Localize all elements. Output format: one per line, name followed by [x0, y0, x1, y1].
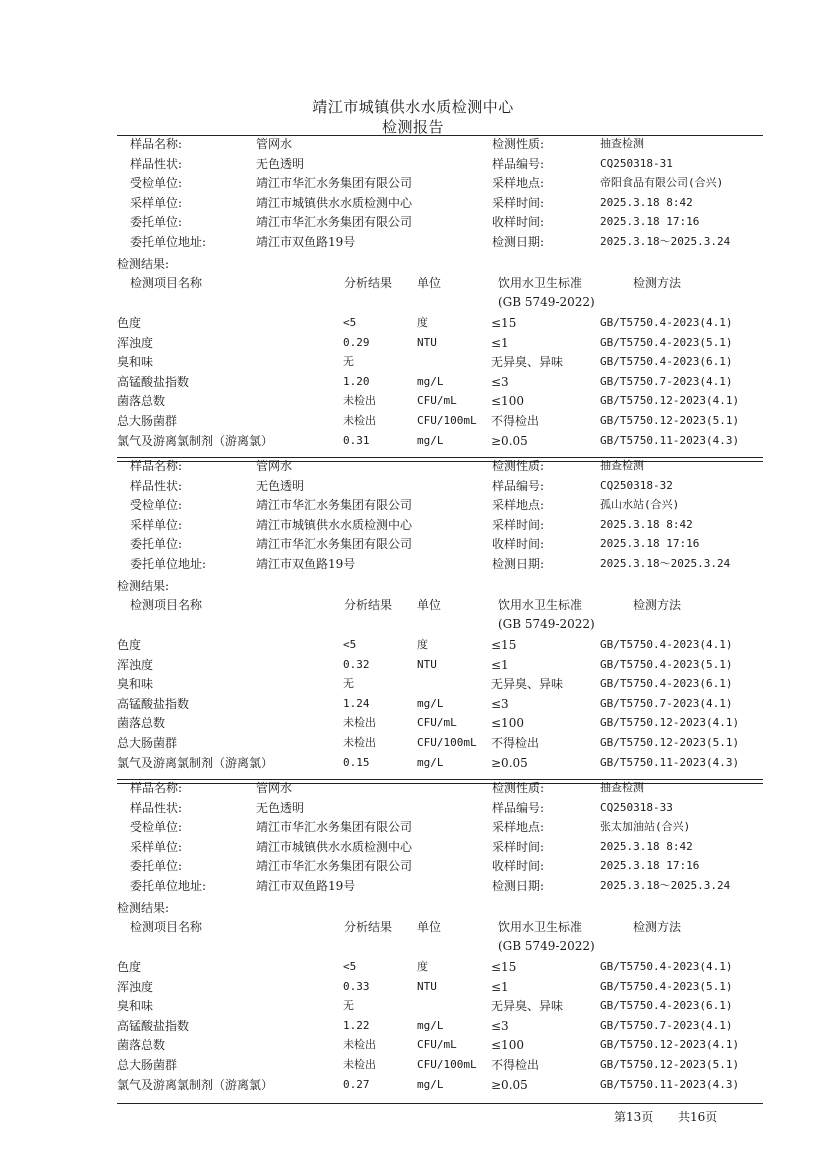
col-header-standard-sub: (GB 5749-2022): [498, 939, 595, 953]
col-header-method: 检测方法: [633, 920, 682, 934]
value-sampling-unit: 靖江市城镇供水水质检测中心: [256, 839, 413, 854]
results-heading: 检测结果:: [117, 579, 170, 593]
result-method: GB/T5750.4-2023(6.1): [600, 677, 733, 691]
result-value: 未检出: [343, 1058, 376, 1071]
result-method: GB/T5750.4-2023(5.1): [600, 657, 733, 671]
col-header-item: 检测项目名称: [130, 920, 203, 934]
result-item-name: 氯气及游离氯制剂（游离氯）: [117, 1077, 274, 1092]
result-standard: 不得检出: [491, 414, 540, 428]
label-receive-time: 收样时间:: [492, 859, 545, 874]
result-unit: CFU/mL: [417, 1038, 457, 1052]
result-value: 未检出: [343, 1038, 376, 1052]
label-test-date: 检测日期:: [492, 879, 545, 893]
result-standard: 无异臭、异味: [491, 999, 564, 1014]
result-unit: mg/L: [417, 374, 444, 388]
result-unit: mg/L: [417, 755, 444, 769]
result-standard: ≥0.05: [491, 755, 528, 770]
result-method: GB/T5750.4-2023(4.1): [600, 960, 733, 973]
result-item-name: 菌落总数: [117, 1038, 166, 1053]
value-client-unit: 靖江市华汇水务集团有限公司: [256, 215, 413, 230]
value-receive-time: 2025.3.18 17:16: [600, 537, 700, 551]
result-item-name: 浑浊度: [117, 979, 154, 994]
result-standard: 不得检出: [491, 1058, 540, 1072]
result-item-name: 色度: [117, 316, 142, 330]
value-client-address: 靖江市双鱼路19号: [256, 879, 356, 893]
result-unit: NTU: [417, 657, 437, 671]
result-unit: mg/L: [417, 1018, 444, 1032]
value-test-date: 2025.3.18～2025.3.24: [600, 879, 731, 892]
result-item-name: 总大肠菌群: [117, 414, 178, 428]
label-sampling-site: 采样地点:: [492, 820, 545, 835]
value-name: 管网水: [256, 781, 293, 795]
result-standard: ≥0.05: [491, 1077, 528, 1092]
label-client-unit: 委托单位:: [130, 215, 183, 230]
result-item-name: 高锰酸盐指数: [117, 374, 190, 389]
result-value: 0.27: [343, 1077, 370, 1091]
label-sample-state: 样品性状:: [130, 478, 183, 493]
value-sampling-time: 2025.3.18 8:42: [600, 195, 693, 209]
value-client-unit: 靖江市华汇水务集团有限公司: [256, 859, 413, 874]
result-unit: CFU/100mL: [417, 414, 477, 427]
result-unit: CFU/mL: [417, 394, 457, 408]
col-header-method: 检测方法: [633, 276, 682, 290]
result-method: GB/T5750.4-2023(5.1): [600, 335, 733, 349]
result-unit: mg/L: [417, 1077, 444, 1091]
label-sampling-time: 采样时间:: [492, 517, 545, 532]
col-header-standard: 饮用水卫生标准: [498, 920, 583, 934]
section-divider: [117, 779, 763, 784]
value-sampling-unit: 靖江市城镇供水水质检测中心: [256, 195, 413, 210]
result-item-name: 臭和味: [117, 355, 154, 370]
value-sampling-unit: 靖江市城镇供水水质检测中心: [256, 517, 413, 532]
col-header-unit: 单位: [417, 598, 442, 612]
result-method: GB/T5750.7-2023(4.1): [600, 696, 733, 710]
result-unit: NTU: [417, 335, 437, 349]
result-value: <5: [343, 316, 357, 329]
value-state: 无色透明: [256, 800, 305, 815]
col-header-result: 分析结果: [344, 276, 393, 290]
label-sampling-unit: 采样单位:: [130, 839, 183, 854]
result-item-name: 浑浊度: [117, 657, 154, 672]
result-unit: mg/L: [417, 433, 444, 447]
label-sample-name: 样品名称:: [130, 137, 183, 151]
label-receive-time: 收样时间:: [492, 537, 545, 552]
result-unit: CFU/100mL: [417, 736, 477, 749]
result-standard: ≤100: [491, 716, 524, 731]
result-value: 1.24: [343, 696, 370, 710]
result-value: 0.29: [343, 335, 370, 349]
value-receive-time: 2025.3.18 17:16: [600, 215, 700, 229]
value-state: 无色透明: [256, 156, 305, 171]
col-header-standard-sub: (GB 5749-2022): [498, 295, 595, 309]
label-sampling-site: 采样地点:: [492, 176, 545, 191]
label-test-nature: 检测性质:: [492, 137, 545, 151]
result-item-name: 浑浊度: [117, 335, 154, 350]
result-item-name: 臭和味: [117, 999, 154, 1014]
result-standard: ≤3: [491, 696, 509, 711]
result-method: GB/T5750.4-2023(6.1): [600, 999, 733, 1013]
result-method: GB/T5750.7-2023(4.1): [600, 374, 733, 388]
col-header-result: 分析结果: [344, 598, 393, 612]
report-org-title: 靖江市城镇供水水质检测中心: [312, 98, 514, 116]
result-item-name: 高锰酸盐指数: [117, 1018, 190, 1033]
result-unit: 度: [417, 960, 428, 973]
label-sampling-unit: 采样单位:: [130, 195, 183, 210]
result-unit: mg/L: [417, 696, 444, 710]
result-item-name: 菌落总数: [117, 394, 166, 409]
result-value: 未检出: [343, 414, 376, 427]
result-standard: ≤1: [491, 335, 509, 350]
value-inspected-unit: 靖江市华汇水务集团有限公司: [256, 176, 413, 191]
result-item-name: 氯气及游离氯制剂（游离氯）: [117, 433, 274, 448]
result-value: 0.32: [343, 657, 370, 671]
label-sampling-unit: 采样单位:: [130, 517, 183, 532]
result-value: 0.31: [343, 433, 370, 447]
col-header-unit: 单位: [417, 276, 442, 290]
result-method: GB/T5750.12-2023(4.1): [600, 716, 740, 730]
result-unit: 度: [417, 638, 428, 651]
value-sample-no: CQ250318-32: [600, 478, 673, 492]
result-unit: 度: [417, 316, 428, 329]
result-value: <5: [343, 638, 357, 651]
result-value: 1.20: [343, 374, 370, 388]
result-value: 未检出: [343, 716, 376, 730]
result-method: GB/T5750.4-2023(5.1): [600, 979, 733, 993]
results-heading: 检测结果:: [117, 901, 170, 915]
result-unit: NTU: [417, 979, 437, 993]
value-name: 管网水: [256, 137, 293, 151]
value-test-nature: 抽查检测: [600, 459, 644, 472]
label-inspected-unit: 受检单位:: [130, 820, 183, 835]
result-method: GB/T5750.11-2023(4.3): [600, 1077, 740, 1091]
label-test-date: 检测日期:: [492, 557, 545, 571]
result-standard: ≤1: [491, 657, 509, 672]
result-item-name: 色度: [117, 960, 142, 974]
label-sample-no: 样品编号:: [492, 156, 545, 171]
col-header-standard: 饮用水卫生标准: [498, 276, 583, 290]
result-method: GB/T5750.12-2023(4.1): [600, 1038, 740, 1052]
result-standard: ≤15: [491, 638, 517, 652]
result-method: GB/T5750.11-2023(4.3): [600, 755, 740, 769]
result-value: 0.15: [343, 755, 370, 769]
value-sampling-time: 2025.3.18 8:42: [600, 839, 693, 853]
section-divider: [117, 457, 763, 462]
label-test-date: 检测日期:: [492, 235, 545, 249]
result-standard: 无异臭、异味: [491, 355, 564, 370]
page-total: 共16页: [678, 1110, 718, 1124]
result-method: GB/T5750.12-2023(5.1): [600, 414, 740, 427]
result-item-name: 菌落总数: [117, 716, 166, 731]
label-test-nature: 检测性质:: [492, 459, 545, 473]
result-method: GB/T5750.12-2023(5.1): [600, 1058, 740, 1071]
value-receive-time: 2025.3.18 17:16: [600, 859, 700, 873]
label-client-address: 委托单位地址:: [130, 235, 207, 249]
result-method: GB/T5750.11-2023(4.3): [600, 433, 740, 447]
label-client-address: 委托单位地址:: [130, 879, 207, 893]
result-standard: ≤3: [491, 1018, 509, 1033]
value-sample-no: CQ250318-33: [600, 800, 673, 814]
label-client-unit: 委托单位:: [130, 537, 183, 552]
value-sampling-time: 2025.3.18 8:42: [600, 517, 693, 531]
col-header-standard: 饮用水卫生标准: [498, 598, 583, 612]
label-sample-no: 样品编号:: [492, 478, 545, 493]
label-sampling-time: 采样时间:: [492, 195, 545, 210]
section-divider: [117, 135, 763, 136]
label-receive-time: 收样时间:: [492, 215, 545, 230]
results-heading: 检测结果:: [117, 257, 170, 271]
result-standard: ≤100: [491, 1038, 524, 1053]
col-header-method: 检测方法: [633, 598, 682, 612]
label-sampling-time: 采样时间:: [492, 839, 545, 854]
col-header-item: 检测项目名称: [130, 276, 203, 290]
label-client-address: 委托单位地址:: [130, 557, 207, 571]
result-value: 未检出: [343, 394, 376, 408]
value-test-date: 2025.3.18～2025.3.24: [600, 235, 731, 248]
result-value: 无: [343, 677, 354, 691]
result-item-name: 高锰酸盐指数: [117, 696, 190, 711]
result-value: 未检出: [343, 736, 376, 749]
result-standard: ≤100: [491, 394, 524, 409]
value-sampling-site: 孤山水站(合兴): [600, 498, 680, 512]
label-test-nature: 检测性质:: [492, 781, 545, 795]
result-method: GB/T5750.12-2023(4.1): [600, 394, 740, 408]
bottom-rule: [117, 1103, 763, 1104]
value-sample-no: CQ250318-31: [600, 156, 673, 170]
result-item-name: 氯气及游离氯制剂（游离氯）: [117, 755, 274, 770]
value-test-nature: 抽查检测: [600, 137, 644, 150]
value-inspected-unit: 靖江市华汇水务集团有限公司: [256, 820, 413, 835]
label-sample-name: 样品名称:: [130, 459, 183, 473]
value-inspected-unit: 靖江市华汇水务集团有限公司: [256, 498, 413, 513]
result-value: 无: [343, 355, 354, 369]
result-standard: ≤15: [491, 960, 517, 974]
label-inspected-unit: 受检单位:: [130, 176, 183, 191]
result-standard: ≤15: [491, 316, 517, 330]
result-standard: ≤1: [491, 979, 509, 994]
label-sample-state: 样品性状:: [130, 800, 183, 815]
value-client-address: 靖江市双鱼路19号: [256, 235, 356, 249]
label-sample-no: 样品编号:: [492, 800, 545, 815]
label-client-unit: 委托单位:: [130, 859, 183, 874]
label-sample-state: 样品性状:: [130, 156, 183, 171]
col-header-item: 检测项目名称: [130, 598, 203, 612]
result-value: 无: [343, 999, 354, 1013]
value-client-unit: 靖江市华汇水务集团有限公司: [256, 537, 413, 552]
result-value: <5: [343, 960, 357, 973]
result-item-name: 总大肠菌群: [117, 736, 178, 750]
label-sample-name: 样品名称:: [130, 781, 183, 795]
value-name: 管网水: [256, 459, 293, 473]
result-item-name: 总大肠菌群: [117, 1058, 178, 1072]
result-item-name: 色度: [117, 638, 142, 652]
result-method: GB/T5750.4-2023(4.1): [600, 638, 733, 651]
result-method: GB/T5750.7-2023(4.1): [600, 1018, 733, 1032]
result-standard: 无异臭、异味: [491, 677, 564, 692]
col-header-unit: 单位: [417, 920, 442, 934]
result-standard: ≥0.05: [491, 433, 528, 448]
report-title: 检测报告: [381, 118, 444, 136]
label-sampling-site: 采样地点:: [492, 498, 545, 513]
label-inspected-unit: 受检单位:: [130, 498, 183, 513]
result-unit: CFU/mL: [417, 716, 457, 730]
result-method: GB/T5750.4-2023(6.1): [600, 355, 733, 369]
value-test-nature: 抽查检测: [600, 781, 644, 794]
result-value: 0.33: [343, 979, 370, 993]
col-header-result: 分析结果: [344, 920, 393, 934]
result-standard: 不得检出: [491, 736, 540, 750]
result-item-name: 臭和味: [117, 677, 154, 692]
result-method: GB/T5750.12-2023(5.1): [600, 736, 740, 749]
col-header-standard-sub: (GB 5749-2022): [498, 617, 595, 631]
result-unit: CFU/100mL: [417, 1058, 477, 1071]
result-standard: ≤3: [491, 374, 509, 389]
value-sampling-site: 张太加油站(合兴): [600, 820, 691, 834]
value-state: 无色透明: [256, 478, 305, 493]
result-method: GB/T5750.4-2023(4.1): [600, 316, 733, 329]
value-client-address: 靖江市双鱼路19号: [256, 557, 356, 571]
page-number: 第13页: [614, 1110, 654, 1124]
result-value: 1.22: [343, 1018, 370, 1032]
value-test-date: 2025.3.18～2025.3.24: [600, 557, 731, 570]
value-sampling-site: 帝阳食品有限公司(合兴): [600, 176, 724, 190]
